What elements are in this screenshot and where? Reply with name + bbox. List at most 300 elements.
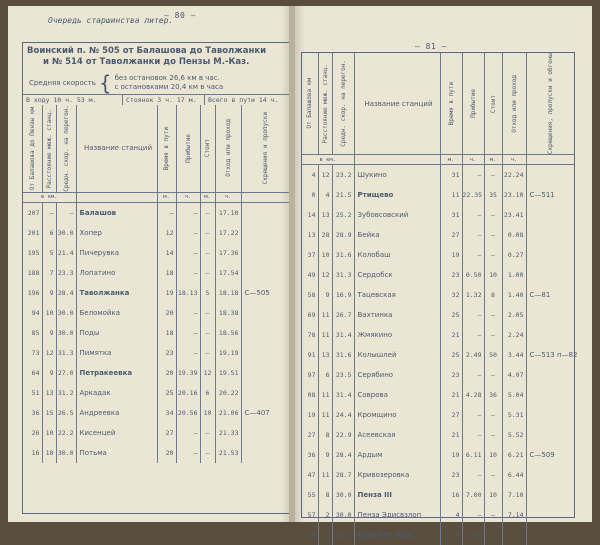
meets xyxy=(241,263,289,283)
km-between: 9 xyxy=(318,285,332,305)
departure-time: 20.22 xyxy=(215,383,241,403)
departure-time: 17.10 xyxy=(215,202,241,223)
unit-km: в км. xyxy=(302,155,354,165)
travel-time: 6 xyxy=(440,525,462,545)
station-row xyxy=(23,283,289,303)
travel-time: 27 xyxy=(157,423,176,443)
meets xyxy=(241,343,289,363)
stand-time: — xyxy=(200,343,215,363)
avg-speed: 31.3 xyxy=(56,343,76,363)
km-total: 201 xyxy=(23,223,42,243)
meets: С—81 xyxy=(529,291,551,300)
meets xyxy=(241,303,289,323)
avg-speed: 21.5 xyxy=(332,185,354,205)
stand-time: — xyxy=(200,263,215,283)
avg-speed: 26.7 xyxy=(332,305,354,325)
col-header-departure: Отход или проход xyxy=(510,74,518,133)
km-total: 4 xyxy=(302,165,318,186)
arrival-time: — xyxy=(462,245,484,265)
km-total: 19 xyxy=(302,405,318,425)
col-header-station-name: Название станций xyxy=(354,53,440,155)
departure-time: 17.36 xyxy=(215,243,241,263)
km-between: 11 xyxy=(318,405,332,425)
km-between: 9 xyxy=(42,363,56,383)
arrival-time: 19.39 xyxy=(176,363,200,383)
stand-time: — xyxy=(200,443,215,463)
station-name: Тацевская xyxy=(354,285,440,305)
km-between: 10 xyxy=(318,245,332,265)
travel-time: 25 xyxy=(157,383,176,403)
station-name: Шукино xyxy=(354,165,440,186)
km-total: 36 xyxy=(23,403,42,423)
station-name: Аркадак xyxy=(76,383,157,403)
departure-time: 18.38 xyxy=(215,303,241,323)
stand-time: — xyxy=(200,202,215,223)
col-header-distance-between: Расстояние меж. станц. xyxy=(45,108,53,189)
departure-time: 23.41 xyxy=(502,205,526,225)
right-timetable xyxy=(301,52,578,540)
km-between: 9 xyxy=(42,323,56,343)
arrival-time: — xyxy=(176,443,200,463)
departure-time: 2.24 xyxy=(502,325,526,345)
station-row xyxy=(23,343,289,363)
speed-with-stops: с остановками 20,4 км в часа xyxy=(114,83,224,91)
avg-speed: 21.4 xyxy=(56,243,76,263)
unit-km: в км. xyxy=(23,192,76,202)
stand-time: — xyxy=(484,165,502,186)
station-name: Лопатино xyxy=(76,263,157,283)
arrival-time: 1.32 xyxy=(462,285,484,305)
departure-time: 7.10 xyxy=(502,485,526,505)
meets xyxy=(526,385,574,405)
meets xyxy=(241,323,289,343)
station-row xyxy=(23,383,289,403)
km-between: 5 xyxy=(42,243,56,263)
avg-speed: 31.4 xyxy=(332,385,354,405)
station-name: Андреевка xyxy=(76,403,157,423)
stand-time: 6 xyxy=(200,383,215,403)
travel-time: 34 xyxy=(157,403,176,423)
station-name: Пичерувка xyxy=(76,243,157,263)
km-total: 188 xyxy=(23,263,42,283)
km-between: 11 xyxy=(318,305,332,325)
station-name: Бейка xyxy=(354,225,440,245)
arrival-time: — xyxy=(462,205,484,225)
meets xyxy=(241,243,289,263)
station-row xyxy=(302,165,574,186)
station-row xyxy=(302,265,574,285)
unit-h: ч. xyxy=(215,192,241,202)
meets xyxy=(526,225,574,245)
km-total: 16 xyxy=(23,443,42,463)
travel-time: 20 xyxy=(157,443,176,463)
departure-time: 18.18 xyxy=(215,283,241,303)
avg-speed: 31.4 xyxy=(332,325,354,345)
col-header-stand: Стоит xyxy=(204,139,211,158)
unit-m: м. xyxy=(157,192,176,202)
meets: С—505 xyxy=(244,288,270,297)
speed-label: Средняя скорость xyxy=(29,79,96,87)
col-header-arrival: Прибытие xyxy=(469,89,477,119)
departure-time: 21.06 xyxy=(215,403,241,423)
meets xyxy=(526,325,574,345)
stand-time: 35 xyxy=(484,185,502,205)
meets xyxy=(526,165,574,186)
stand-time: — xyxy=(484,305,502,325)
station-row xyxy=(302,185,574,205)
km-total: 08 xyxy=(302,385,318,405)
departure-time: 5.52 xyxy=(502,425,526,445)
col-header-meets: Скрещения и пропуски xyxy=(261,112,269,185)
km-between: 8 xyxy=(318,485,332,505)
travel-time: 20 xyxy=(157,363,176,383)
travel-time: 12 xyxy=(157,223,176,243)
km-total: 55 xyxy=(302,485,318,505)
meets xyxy=(526,525,574,545)
stand-time: — xyxy=(484,525,502,545)
arrival-time: — xyxy=(176,202,200,223)
km-between: 12 xyxy=(318,265,332,285)
timetable-header xyxy=(23,43,289,94)
station-name: Кромщино xyxy=(354,405,440,425)
meets xyxy=(526,365,574,385)
stand-time: 10 xyxy=(484,445,502,465)
station-row xyxy=(302,345,574,365)
avg-speed: 23.3 xyxy=(56,263,76,283)
stand-time: 50 xyxy=(484,345,502,365)
station-name: Кривозеровка xyxy=(354,465,440,485)
km-total: 58 xyxy=(302,525,318,545)
stand-time: 5 xyxy=(200,283,215,303)
arrival-time: — xyxy=(176,223,200,243)
arrival-time: — xyxy=(462,365,484,385)
km-between: — xyxy=(42,202,56,223)
arrival-time: 22.35 xyxy=(462,185,484,205)
arrival-time: 4.28 xyxy=(462,385,484,405)
meets xyxy=(241,202,289,223)
station-row xyxy=(23,243,289,263)
meets xyxy=(526,245,574,265)
station-name: Поды xyxy=(76,323,157,343)
km-total: 14 xyxy=(302,205,318,225)
station-name: Потьма xyxy=(76,443,157,463)
train-title-line-1: Воинский п. № 505 от Балашова до Таволжанки xyxy=(27,46,267,56)
unit-m: м. xyxy=(200,192,215,202)
station-row xyxy=(302,465,574,485)
km-between: 9 xyxy=(318,445,332,465)
unit-h: ч. xyxy=(502,155,526,165)
arrival-time: 6.11 xyxy=(462,445,484,465)
km-total: 26 xyxy=(23,423,42,443)
stand-time: — xyxy=(200,323,215,343)
meets xyxy=(241,223,289,243)
meets xyxy=(526,505,574,525)
travel-time: 21 xyxy=(440,385,462,405)
travel-time: 18 xyxy=(157,323,176,343)
travel-time: 23 xyxy=(157,343,176,363)
avg-speed: 30.0 xyxy=(56,443,76,463)
stand-time: — xyxy=(484,425,502,445)
travel-time: 19 xyxy=(440,445,462,465)
avg-speed: 31.6 xyxy=(332,245,354,265)
stand-time: — xyxy=(200,423,215,443)
stand-time: — xyxy=(200,303,215,323)
stand-time: — xyxy=(484,465,502,485)
arrival-time: — xyxy=(462,505,484,525)
unit-m: м. xyxy=(484,155,502,165)
arrival-time: 7.00 xyxy=(462,485,484,505)
km-total: 195 xyxy=(23,243,42,263)
avg-speed: 25.2 xyxy=(332,205,354,225)
stand-time: — xyxy=(484,505,502,525)
meets xyxy=(526,425,574,445)
departure-time: 3.44 xyxy=(502,345,526,365)
station-row xyxy=(302,285,574,305)
stand-time: — xyxy=(484,245,502,265)
avg-speed: 13.3 xyxy=(332,525,354,545)
travel-time: 4 xyxy=(440,505,462,525)
meets xyxy=(241,443,289,463)
right-table xyxy=(302,53,578,545)
col-header-avg-speed: Средн. скор. на перегон. xyxy=(62,105,70,192)
col-header-distance-total: От Балашова км xyxy=(306,78,314,129)
station-row xyxy=(302,405,574,425)
station-row xyxy=(302,525,574,545)
meets: С—513 п—82 xyxy=(529,351,578,360)
station-row xyxy=(302,325,574,345)
station-name: Кисенцей xyxy=(76,423,157,443)
station-name: Петракеевка xyxy=(76,363,157,383)
avg-speed: 30.0 xyxy=(332,505,354,525)
travel-time: 27 xyxy=(440,225,462,245)
travel-time: 25 xyxy=(440,345,462,365)
meets xyxy=(526,265,574,285)
stand-time: — xyxy=(484,225,502,245)
travel-time: 14 xyxy=(157,243,176,263)
avg-speed: 26.5 xyxy=(56,403,76,423)
meets xyxy=(526,485,574,505)
km-total: 58 xyxy=(302,285,318,305)
km-between: 11 xyxy=(318,325,332,345)
station-name: Жмякино xyxy=(354,325,440,345)
col-header-distance-between: Расстояние меж. станц. xyxy=(321,63,329,144)
km-total: 37 xyxy=(302,245,318,265)
meets xyxy=(526,465,574,485)
departure-time: 0.08 xyxy=(502,225,526,245)
station-row xyxy=(302,225,574,245)
departure-time: — xyxy=(502,525,526,545)
km-total: 94 xyxy=(23,303,42,323)
departure-time: 6.44 xyxy=(502,465,526,485)
unit-m: м. xyxy=(440,155,462,165)
travel-time: 31 xyxy=(440,165,462,186)
meets xyxy=(526,205,574,225)
col-header-distance-total: От Балашова до Пензы км xyxy=(28,106,36,190)
col-header-avg-speed: Средн. скор. на перегон. xyxy=(339,60,347,147)
km-between: 28 xyxy=(318,225,332,245)
station-name: Сердобск xyxy=(354,265,440,285)
station-row xyxy=(23,303,289,323)
station-name: Колобаш xyxy=(354,245,440,265)
avg-speed: 23.2 xyxy=(332,165,354,186)
avg-speed: 30.0 xyxy=(56,323,76,343)
station-row xyxy=(302,445,574,465)
meets xyxy=(241,423,289,443)
brace-icon: { xyxy=(98,71,112,95)
km-between: 6 xyxy=(42,223,56,243)
train-title-line-2: и № 514 от Таволжанки до Пензы М.-Каз. xyxy=(43,57,250,67)
arrival-time: 18.13 xyxy=(176,283,200,303)
travel-time: — xyxy=(157,202,176,223)
arrival-time: — xyxy=(176,343,200,363)
km-total: 91 xyxy=(302,345,318,365)
stand-time: 36 xyxy=(484,385,502,405)
km-total: 78 xyxy=(302,325,318,345)
arrival-time: — xyxy=(462,305,484,325)
stand-time: 10 xyxy=(200,403,215,423)
running-title: Очередь старшинства литер. xyxy=(48,16,174,25)
travel-time: 16 xyxy=(440,485,462,505)
avg-speed: 28.4 xyxy=(332,445,354,465)
right-page xyxy=(295,6,592,540)
arrival-time: 20.56 xyxy=(176,403,200,423)
station-name: Балашов xyxy=(76,202,157,223)
station-name: Вахтинка xyxy=(354,305,440,325)
col-header-meets: Скрещения, пропуски и обгоны xyxy=(546,53,554,155)
station-row xyxy=(302,485,574,505)
km-total: 13 xyxy=(302,225,318,245)
left-timetable xyxy=(22,42,290,514)
km-between: 10 xyxy=(42,423,56,443)
arrival-time: — xyxy=(176,303,200,323)
stand-time: 10 xyxy=(484,265,502,285)
avg-speed: 23.5 xyxy=(332,365,354,385)
km-between: 12 xyxy=(42,343,56,363)
km-between: 7 xyxy=(42,263,56,283)
departure-time: 1.00 xyxy=(502,265,526,285)
km-between: 13 xyxy=(318,345,332,365)
travel-time: 32 xyxy=(440,285,462,305)
meets: С—407 xyxy=(244,408,270,417)
meets xyxy=(241,363,289,383)
departure-time: 19.19 xyxy=(215,343,241,363)
stand-time: 10 xyxy=(484,485,502,505)
km-total: 69 xyxy=(302,305,318,325)
travel-time: 21 xyxy=(440,425,462,445)
km-total: 196 xyxy=(23,283,42,303)
km-total: 49 xyxy=(302,265,318,285)
speed-no-stops: без остановок 26,6 км в час. xyxy=(114,74,220,82)
arrival-time: — xyxy=(462,425,484,445)
station-name: Пенза М.-Каз. xyxy=(354,525,440,545)
station-name: Зубовсовский xyxy=(354,205,440,225)
arrival-time: 2.49 xyxy=(462,345,484,365)
departure-time: 0.27 xyxy=(502,245,526,265)
km-between: 9 xyxy=(42,283,56,303)
avg-speed: — xyxy=(56,202,76,223)
stand-time: — xyxy=(484,325,502,345)
km-total: 51 xyxy=(23,383,42,403)
station-row xyxy=(302,425,574,445)
station-row xyxy=(23,423,289,443)
station-name: Асеевская xyxy=(354,425,440,445)
station-name: Серябино xyxy=(354,365,440,385)
stand-time: 8 xyxy=(484,285,502,305)
station-name: Хопер xyxy=(76,223,157,243)
departure-time: 21.53 xyxy=(215,443,241,463)
departure-time: 18.56 xyxy=(215,323,241,343)
arrival-time: — xyxy=(462,465,484,485)
avg-speed: 30.0 xyxy=(56,303,76,323)
avg-speed: 28.4 xyxy=(56,283,76,303)
travel-time: 19 xyxy=(440,245,462,265)
station-row xyxy=(23,202,289,223)
arrival-time: — xyxy=(462,165,484,186)
departure-time: 1.40 xyxy=(502,285,526,305)
station-name: Пенза III xyxy=(354,485,440,505)
page-number-right: – 81 – xyxy=(415,42,447,51)
avg-speed: 22.2 xyxy=(56,423,76,443)
station-name: Пенза Эдисвзлоп xyxy=(354,505,440,525)
meets xyxy=(526,405,574,425)
time-in-motion: В ходу 10 ч. 53 м. xyxy=(23,95,123,105)
stand-time: 12 xyxy=(200,363,215,383)
departure-time: 2.05 xyxy=(502,305,526,325)
station-row xyxy=(23,323,289,343)
km-between: 12 xyxy=(318,165,332,186)
km-total: 0 xyxy=(302,185,318,205)
station-row xyxy=(302,245,574,265)
departure-time: 19.51 xyxy=(215,363,241,383)
page-number-left: – 80 – xyxy=(164,11,196,20)
travel-time: 27 xyxy=(440,405,462,425)
avg-speed: 28.9 xyxy=(332,225,354,245)
travel-time: 23 xyxy=(440,365,462,385)
km-between: 11 xyxy=(318,465,332,485)
km-between: 11 xyxy=(318,385,332,405)
km-between: 4 xyxy=(318,185,332,205)
departure-time: 5.31 xyxy=(502,405,526,425)
stand-time: — xyxy=(484,365,502,385)
km-between: 1 xyxy=(318,525,332,545)
col-header-travel-time: Время в пути xyxy=(447,81,455,126)
col-header-station-name: Название станций xyxy=(76,105,157,192)
arrival-time: 7.20 xyxy=(462,525,484,545)
arrival-time: — xyxy=(176,243,200,263)
arrival-time: — xyxy=(176,423,200,443)
station-name: Ртищево xyxy=(354,185,440,205)
station-name: Пимятка xyxy=(76,343,157,363)
station-row xyxy=(23,263,289,283)
time-stops: Стоянок 3 ч. 17 м. xyxy=(123,95,205,105)
meets xyxy=(526,305,574,325)
travel-time: 23 xyxy=(440,265,462,285)
km-total: 207 xyxy=(23,202,42,223)
avg-speed: 22.9 xyxy=(332,425,354,445)
km-total: 57 xyxy=(302,505,318,525)
travel-time: 21 xyxy=(440,325,462,345)
km-total: 64 xyxy=(23,363,42,383)
km-between: 13 xyxy=(42,383,56,403)
km-total: 85 xyxy=(23,323,42,343)
travel-time: 19 xyxy=(157,283,176,303)
km-between: 8 xyxy=(318,425,332,445)
station-name: Таволжанка xyxy=(76,283,157,303)
km-between: 13 xyxy=(318,205,332,225)
departure-time: 4.07 xyxy=(502,365,526,385)
col-header-stand: Стоит xyxy=(489,94,497,113)
avg-speed: 30.0 xyxy=(332,485,354,505)
